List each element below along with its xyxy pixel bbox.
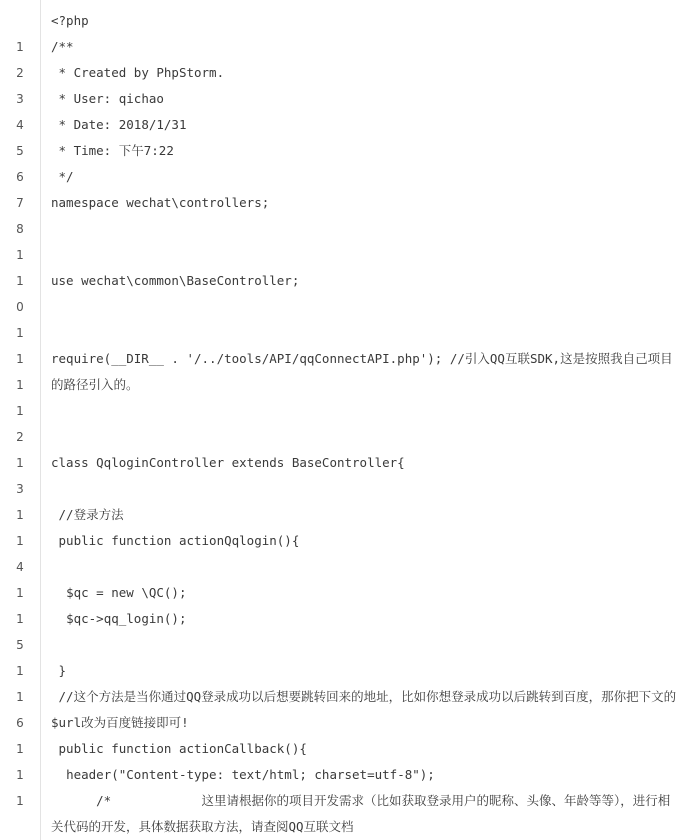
code-line-text[interactable]: /* 这里请根据你的项目开发需求（比如获取登录用户的昵称、头像、年龄等等），进行相关代码的开发，具体数据获取方法，请查阅QQ互联文档 xyxy=(41,788,687,840)
code-line-row xyxy=(0,268,687,320)
gutter-digit: 1 xyxy=(0,528,40,554)
gutter-digit: 1 xyxy=(0,658,40,684)
gutter-line-number xyxy=(0,502,41,528)
code-line-text[interactable] xyxy=(41,398,687,450)
code-line-text[interactable]: } xyxy=(41,658,687,684)
gutter-digit: 1 xyxy=(0,268,40,294)
code-line-row xyxy=(0,0,687,34)
code-line-text[interactable] xyxy=(41,320,687,346)
code-line-row xyxy=(0,60,687,86)
gutter-line-number xyxy=(0,268,41,320)
gutter-digit: 1 xyxy=(0,450,40,476)
gutter-digit: 8 xyxy=(0,216,40,242)
code-line-row xyxy=(0,190,687,216)
gutter-digit xyxy=(0,0,40,26)
code-line-text[interactable]: //登录方法 xyxy=(41,502,687,528)
gutter-digit: 7 xyxy=(0,190,40,216)
code-line-text[interactable]: use wechat\common\BaseController; xyxy=(41,268,687,320)
code-line-text[interactable]: * Date: 2018/1/31 xyxy=(41,112,687,138)
code-line-text[interactable]: /** xyxy=(41,34,687,60)
code-line-row xyxy=(0,320,687,346)
code-line-row xyxy=(0,684,687,736)
code-line-row xyxy=(0,242,687,268)
gutter-line-number xyxy=(0,0,41,34)
gutter-line-number xyxy=(0,762,41,788)
gutter-line-number xyxy=(0,86,41,112)
gutter-line-number xyxy=(0,320,41,346)
gutter-digit: 1 xyxy=(0,580,40,606)
code-line-row xyxy=(0,502,687,528)
gutter-digit: 1 xyxy=(0,320,40,346)
code-line-row xyxy=(0,346,687,398)
code-line-text[interactable]: namespace wechat\controllers; xyxy=(41,190,687,216)
code-line-text[interactable]: public function actionCallback(){ xyxy=(41,736,687,762)
gutter-digit: 3 xyxy=(0,476,40,502)
gutter-line-number xyxy=(0,138,41,164)
gutter-digit: 1 xyxy=(0,372,40,398)
gutter-line-number xyxy=(0,398,41,450)
gutter-digit: 2 xyxy=(0,60,40,86)
code-line-text[interactable]: <?php xyxy=(41,0,687,34)
code-line-text[interactable]: header("Content-type: text/html; charset=utf-8"); xyxy=(41,762,687,788)
code-line-row xyxy=(0,138,687,164)
gutter-digit: 1 xyxy=(0,346,40,372)
gutter-digit: 1 xyxy=(0,502,40,528)
code-line-row xyxy=(0,34,687,60)
gutter-line-number xyxy=(0,164,41,190)
code-line-row xyxy=(0,580,687,606)
gutter-line-number xyxy=(0,580,41,606)
gutter-digit: 4 xyxy=(0,112,40,138)
gutter-digit: 1 xyxy=(0,34,40,60)
code-line-text[interactable]: require(__DIR__ . '/../tools/API/qqConnectAPI.php'); //引入QQ互联SDK,这是按照我自己项目的路径引入的。 xyxy=(41,346,687,398)
code-line-text[interactable]: * Time: 下午7:22 xyxy=(41,138,687,164)
gutter-digit: 5 xyxy=(0,632,40,658)
gutter-digit: 1 xyxy=(0,788,40,814)
gutter-digit: 5 xyxy=(0,138,40,164)
code-line-text[interactable]: public function actionQqlogin(){ xyxy=(41,528,687,580)
gutter-digit: 3 xyxy=(0,86,40,112)
code-line-row xyxy=(0,112,687,138)
gutter-line-number xyxy=(0,216,41,242)
code-line-text[interactable]: class QqloginController extends BaseController{ xyxy=(41,450,687,502)
code-line-row xyxy=(0,216,687,242)
code-line-row xyxy=(0,528,687,580)
code-line-row xyxy=(0,450,687,502)
code-line-text[interactable]: //这个方法是当你通过QQ登录成功以后想要跳转回来的地址，比如你想登录成功以后跳转到百度，那你把下文的$url改为百度链接即可! xyxy=(41,684,687,736)
gutter-line-number xyxy=(0,736,41,762)
gutter-line-number xyxy=(0,34,41,60)
gutter-line-number xyxy=(0,528,41,580)
code-line-row xyxy=(0,164,687,190)
code-line-row xyxy=(0,762,687,788)
code-line-row xyxy=(0,736,687,762)
gutter-line-number xyxy=(0,190,41,216)
gutter-line-number xyxy=(0,60,41,86)
code-line-row xyxy=(0,658,687,684)
gutter-digit: 1 xyxy=(0,606,40,632)
code-line-text[interactable]: $qc = new \QC(); xyxy=(41,580,687,606)
gutter-digit: 1 xyxy=(0,242,40,268)
gutter-digit: 6 xyxy=(0,710,40,736)
code-line-text[interactable]: * Created by PhpStorm. xyxy=(41,60,687,86)
code-line-text[interactable] xyxy=(41,216,687,242)
gutter-line-number xyxy=(0,788,41,840)
gutter-line-number xyxy=(0,658,41,684)
gutter-line-number xyxy=(0,346,41,398)
code-line-row xyxy=(0,86,687,112)
code-line-text[interactable]: * User: qichao xyxy=(41,86,687,112)
gutter-digit: 1 xyxy=(0,762,40,788)
gutter-digit: 4 xyxy=(0,554,40,580)
code-line-row xyxy=(0,788,687,840)
gutter-digit: 0 xyxy=(0,294,40,320)
gutter-digit: 1 xyxy=(0,684,40,710)
code-line-text[interactable]: */ xyxy=(41,164,687,190)
gutter-line-number xyxy=(0,242,41,268)
gutter-line-number xyxy=(0,112,41,138)
gutter-digit: 1 xyxy=(0,736,40,762)
gutter-line-number xyxy=(0,606,41,658)
gutter-digit: 2 xyxy=(0,424,40,450)
gutter-digit: 1 xyxy=(0,398,40,424)
gutter-line-number xyxy=(0,684,41,736)
code-line-text[interactable]: $qc->qq_login(); xyxy=(41,606,687,658)
code-line-text[interactable] xyxy=(41,242,687,268)
gutter-digit: 6 xyxy=(0,164,40,190)
code-line-row xyxy=(0,606,687,658)
code-line-row xyxy=(0,398,687,450)
gutter-line-number xyxy=(0,450,41,502)
